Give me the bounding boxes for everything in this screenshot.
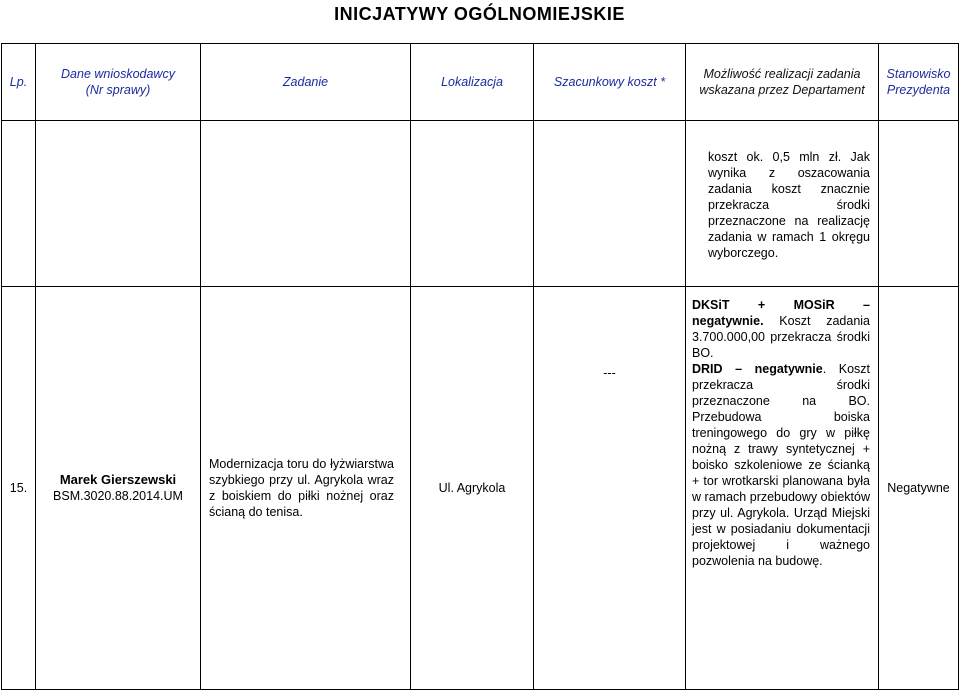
continuation-row: [2, 121, 959, 287]
initiatives-table: [1, 43, 959, 690]
header-location: Lokalizacja: [411, 44, 534, 121]
drid-text: . Koszt przekracza środki przeznaczone na BO. Przebudowa boiska treningowego do gry w piłkę nożną z trawy syntetycznej + boisko szkoleniowe ze ścianką + tor wrotkarski planowana była w ramach przebudowy obiektów przy ul. Agrykola. Urząd Miejski jest w posiadaniu dokumentacji projektowej i ważnego pozwolenia na budowę.: [692, 362, 870, 568]
case-number: BSM.3020.88.2014.UM: [53, 489, 183, 503]
header-task: Zadanie: [201, 44, 411, 121]
row-task: Modernizacja toru do łyżwiarstwa szybkiego przy ul. Agrykola wraz z boiskiem do piłki nożnej oraz ścianą do tenisa.: [201, 287, 411, 690]
row-cost: ---: [534, 287, 686, 690]
cont-task: [201, 121, 411, 287]
cont-location: [411, 121, 534, 287]
cont-president: [879, 121, 959, 287]
header-applicant: Dane wnioskodawcy (Nr sprawy): [36, 44, 201, 121]
dksit-text: Koszt zadania 3.700.000,00 przekracza środki BO.: [692, 314, 870, 360]
cont-applicant: [36, 121, 201, 287]
row-president: Negatywne: [879, 287, 959, 690]
row-lp: 15.: [2, 287, 36, 690]
header-row: [2, 44, 959, 121]
drid-verdict: DRID – negatywnie: [692, 362, 823, 376]
dksit-verdict: DKSiT + MOSiR – negatywnie.: [692, 298, 870, 328]
header-feasibility: Możliwość realizacji zadania wskazana przez Departament: [686, 44, 879, 121]
table-row: [2, 287, 959, 690]
applicant-name: Marek Gierszewski: [59, 472, 177, 487]
header-cost: Szacunkowy koszt *: [534, 44, 686, 121]
row-location: Ul. Agrykola: [411, 287, 534, 690]
cont-cost: [534, 121, 686, 287]
page-title: INICJATYWY OGÓLNOMIEJSKIE: [334, 4, 625, 24]
cont-feasibility: koszt ok. 0,5 mln zł. Jak wynika z oszacowania zadania koszt znacznie przekracza środki przeznaczone na realizację zadania w ramach 1 okręgu wyborczego.: [686, 121, 879, 287]
header-lp: Lp.: [2, 44, 36, 121]
header-president: Stanowisko Prezydenta: [879, 44, 959, 121]
cont-lp: [2, 121, 36, 287]
row-feasibility: [686, 287, 879, 690]
row-applicant: [36, 287, 201, 690]
